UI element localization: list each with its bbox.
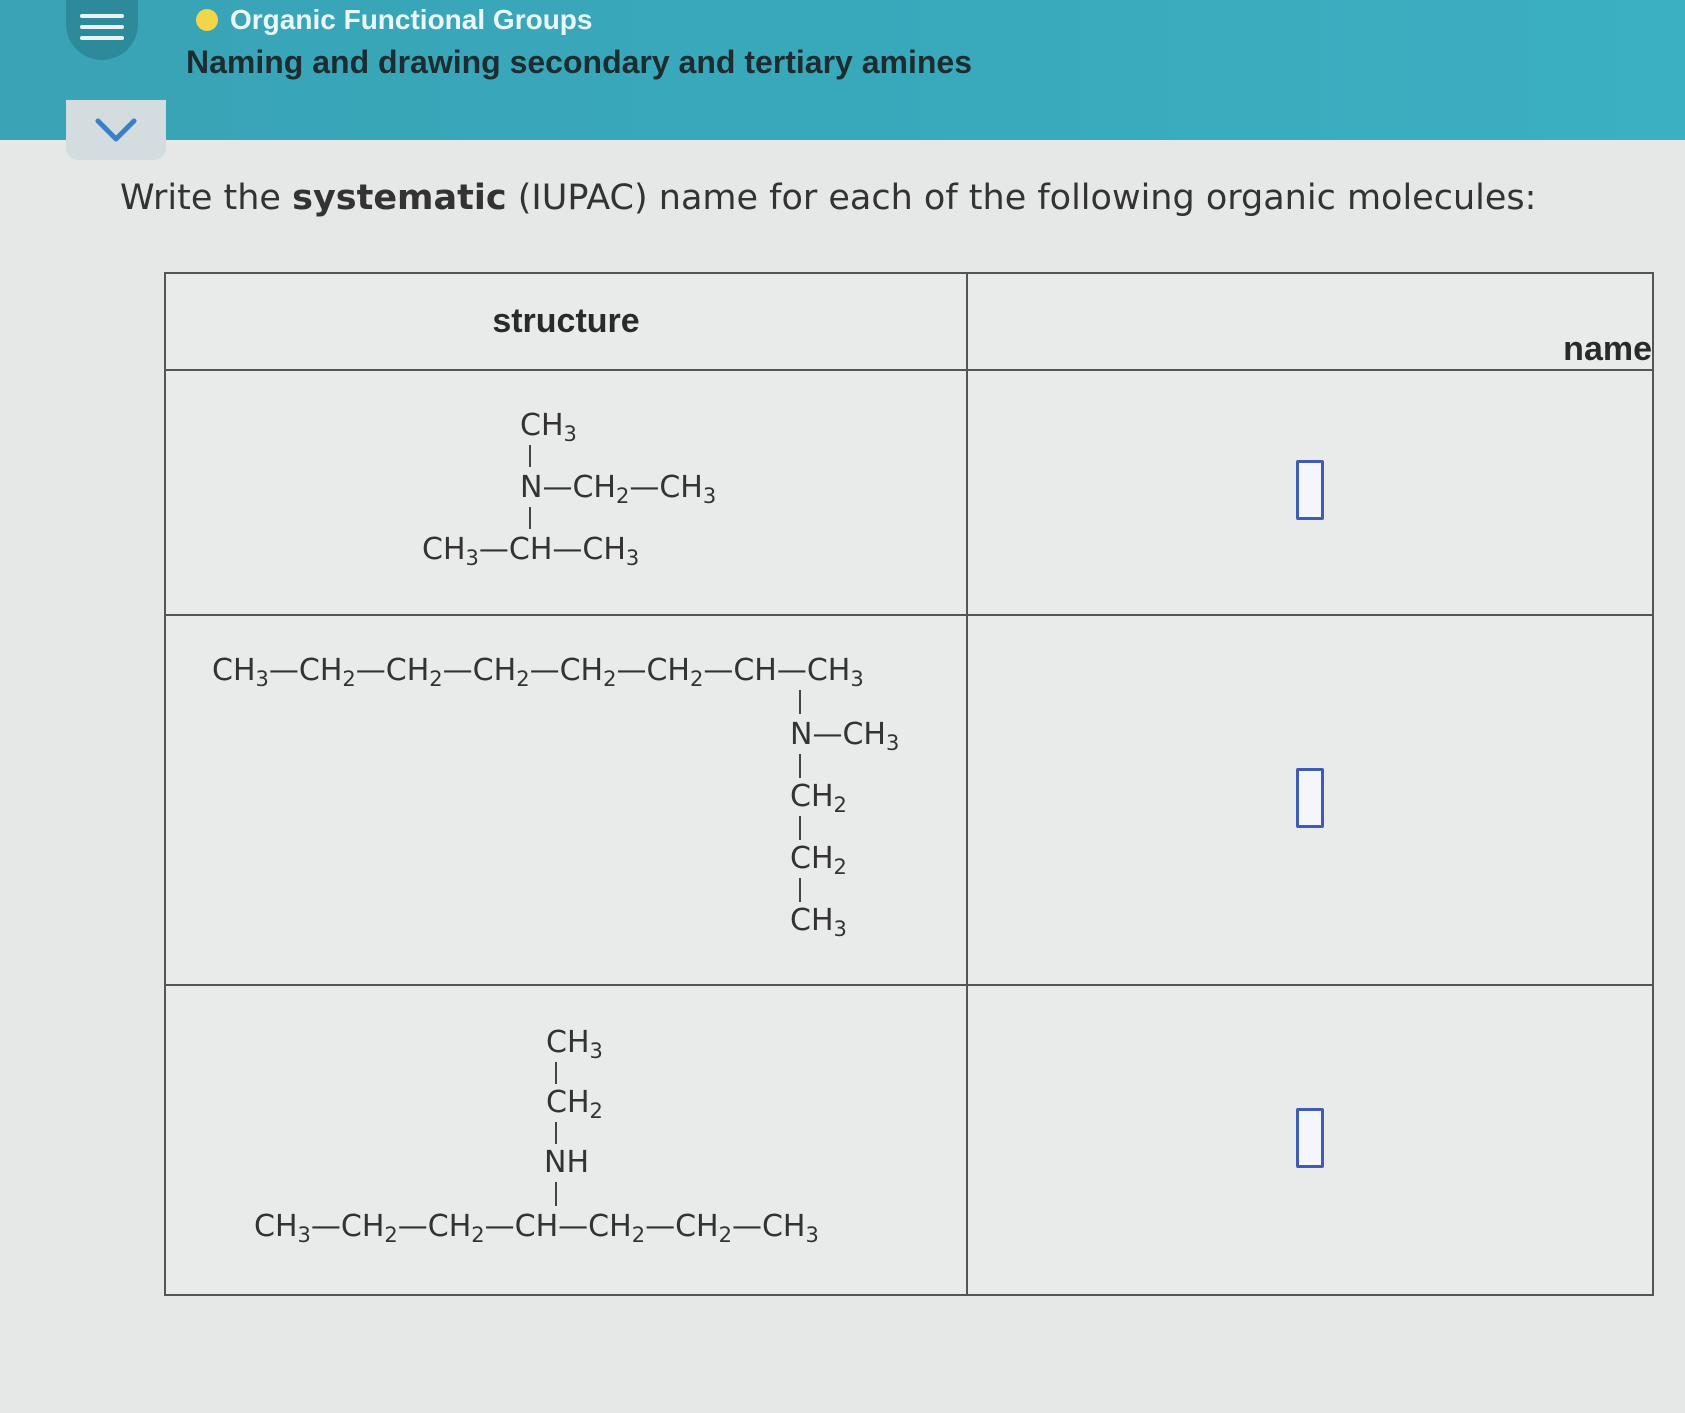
structure-2-line-1: $CH_3—CH_2—CH_2—CH_2—CH_2—CH_2—CH—CH_3$ xyxy=(212,653,864,691)
structure-1-line-3: $CH_3—CH—CH_3$ xyxy=(422,532,640,570)
chevron-down-icon xyxy=(94,117,138,143)
progress-dot-icon xyxy=(196,9,218,31)
bond xyxy=(799,878,801,902)
structure-3-line-4: $CH_3—CH_2—CH_2—CH—CH_2—CH_2—CH_3$ xyxy=(254,1209,819,1247)
structure-cell-2 xyxy=(165,615,967,985)
page-title: Naming and drawing secondary and tertiary amines xyxy=(186,44,972,80)
structure-2-line-4: $CH_2$ xyxy=(790,841,847,879)
instruction-text xyxy=(120,178,1536,218)
bond xyxy=(555,1062,557,1084)
name-input-2[interactable] xyxy=(1296,768,1324,828)
table-row xyxy=(165,615,1653,985)
topic-row xyxy=(196,4,592,36)
instruction-suffix: (IUPAC) name for each of the following organic molecules: xyxy=(506,178,1537,218)
bond xyxy=(799,754,801,778)
bond xyxy=(529,507,531,529)
structure-3-line-3: NH xyxy=(544,1145,589,1180)
structure-cell-1 xyxy=(165,370,967,615)
topic-label: Organic Functional Groups xyxy=(230,4,593,35)
bond xyxy=(555,1182,557,1206)
bond xyxy=(799,816,801,840)
structure-1-line-1: $CH_3$ xyxy=(520,408,577,446)
question-table xyxy=(164,272,1654,1296)
structure-cell-3 xyxy=(165,985,967,1295)
name-cell-3 xyxy=(967,985,1653,1295)
table-row xyxy=(165,370,1653,615)
structure-header: structure xyxy=(165,273,967,370)
instruction-prefix: Write the xyxy=(120,178,293,218)
structure-3-line-1: $CH_3$ xyxy=(546,1025,603,1063)
structure-2-line-5: $CH_3$ xyxy=(790,903,847,941)
collapse-button[interactable] xyxy=(66,100,166,160)
bond xyxy=(799,690,801,714)
table-header-row xyxy=(165,273,1653,370)
structure-1-line-2: $N—CH_2—CH_3$ xyxy=(520,470,717,508)
name-header: name xyxy=(967,273,1653,370)
structure-3-line-2: $CH_2$ xyxy=(546,1085,603,1123)
name-input-3[interactable] xyxy=(1296,1108,1324,1168)
bond xyxy=(529,445,531,467)
instruction-bold: systematic xyxy=(292,178,507,218)
bond xyxy=(555,1122,557,1144)
hamburger-menu-icon[interactable] xyxy=(66,0,138,60)
name-cell-1 xyxy=(967,370,1653,615)
header-bar xyxy=(0,0,1685,140)
name-cell-2 xyxy=(967,615,1653,985)
structure-2-line-2: $N—CH_3$ xyxy=(790,717,900,755)
name-input-1[interactable] xyxy=(1296,460,1324,520)
table-row xyxy=(165,985,1653,1295)
structure-2-line-3: $CH_2$ xyxy=(790,779,847,817)
